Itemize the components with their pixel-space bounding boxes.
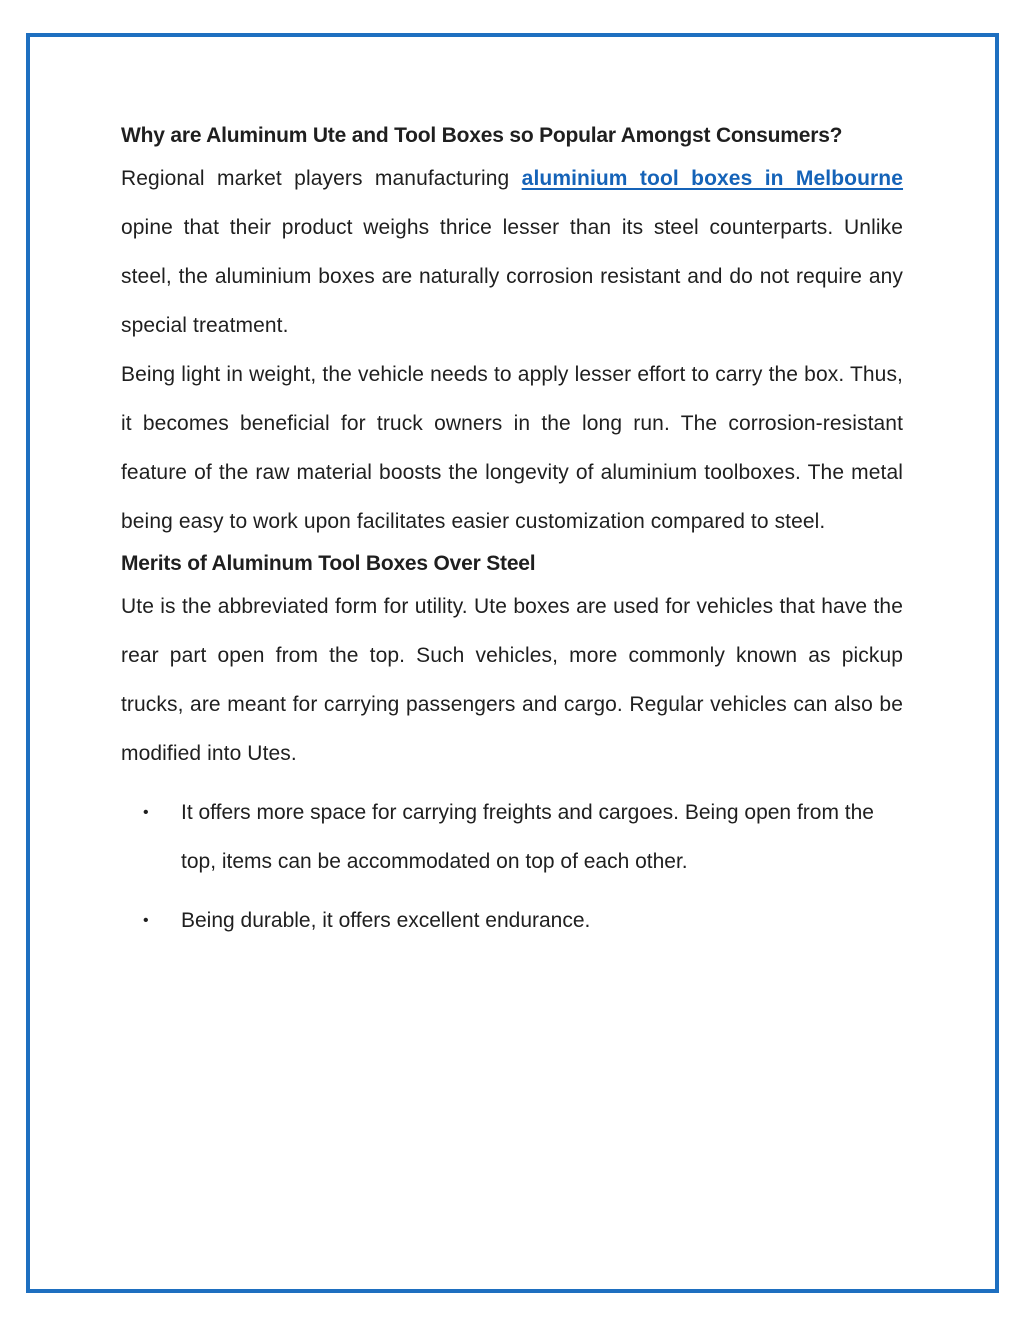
- section-heading-popularity: Why are Aluminum Ute and Tool Boxes so Popular Amongst Consumers?: [121, 124, 843, 147]
- paragraph-weight-comparison: [121, 154, 903, 350]
- bullet-icon: •: [143, 804, 149, 821]
- paragraph-light-weight-benefits: Being light in weight, the vehicle needs to apply lesser effort to carry the box. Thus, it becomes beneficial for truck owners in the long run. The corrosion-resistant feature of the raw material boosts the longevity of aluminium toolboxes. The metal being easy to work upon facilitates easier customization compared to steel.: [121, 363, 903, 533]
- list-item: [121, 896, 903, 945]
- list-item-text: It offers more space for carrying freights and cargoes. Being open from the top, items can be accommodated on top of each other.: [181, 801, 874, 873]
- paragraph-ute-definition: Ute is the abbreviated form for utility. Ute boxes are used for vehicles that have the rear part open from the top. Such vehicles, more commonly known as pickup trucks, are meant for carrying passengers and cargo. Regular vehicles can also be modified into Utes.: [121, 595, 903, 765]
- aluminium-tool-boxes-link[interactable]: aluminium tool boxes in Melbourne: [521, 167, 904, 190]
- list-item-text: Being durable, it offers excellent endurance.: [181, 909, 591, 932]
- merits-bullet-list: [121, 788, 903, 945]
- paragraph-text-before-link: Regional market players manufacturing: [121, 167, 522, 190]
- paragraph-text-after-link: opine that their product weighs thrice lesser than its steel counterparts. Unlike steel, the aluminium boxes are naturally corrosion resistant and do not require any special treatment.: [121, 216, 903, 337]
- bullet-icon: •: [143, 912, 149, 929]
- list-item: [121, 788, 903, 886]
- section-heading-merits: Merits of Aluminum Tool Boxes Over Steel: [121, 552, 536, 575]
- document-body: [121, 118, 903, 955]
